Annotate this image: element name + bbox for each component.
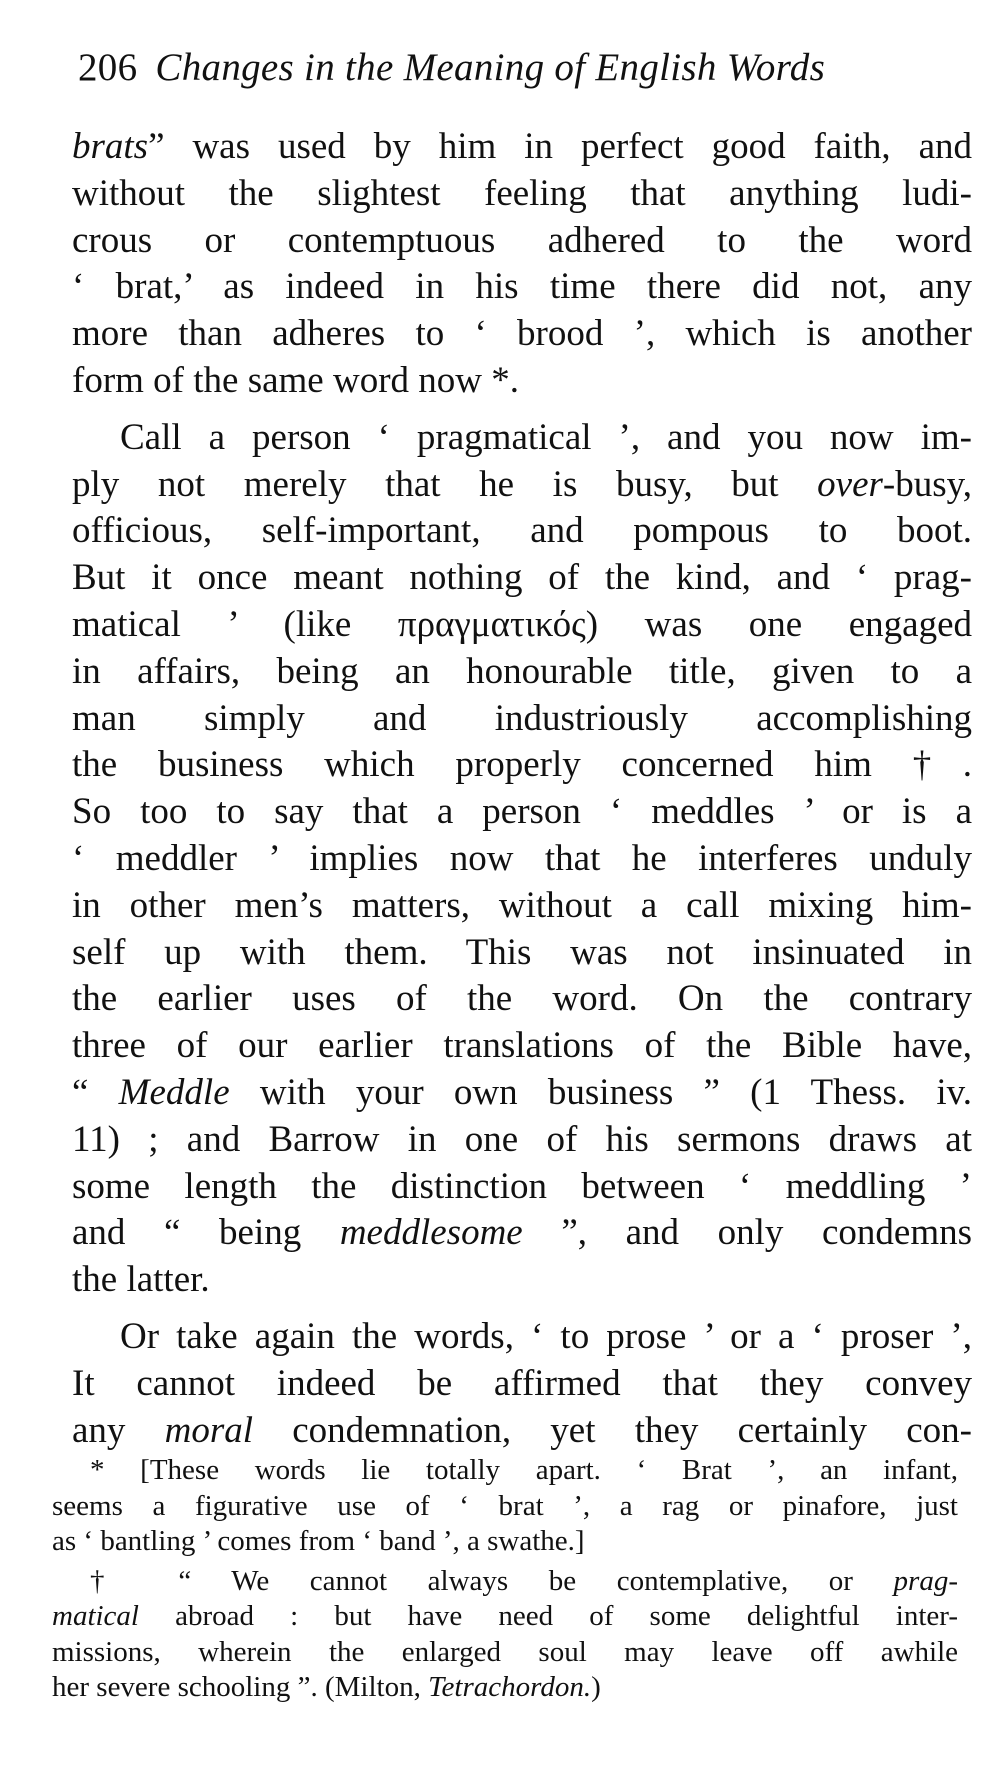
text-span: -busy, (882, 463, 972, 505)
running-title: Changes in the Meaning of English Words (155, 46, 826, 89)
text-line: It cannot indeed be affirmed that they convey (72, 1362, 972, 1404)
text-span: and “ being (72, 1212, 340, 1254)
text-line: So too to say that a person ‘ meddles ’ or is a (72, 791, 972, 833)
running-head (78, 42, 978, 94)
body-text (72, 124, 972, 1454)
text-span: abroad : but have need of some delightful inter- (139, 1600, 958, 1632)
text-line: some length the distinction between ‘ meddling ’ (72, 1165, 972, 1207)
text-line: in affairs, being an honourable title, given to a (72, 650, 972, 692)
text-span: any (72, 1409, 165, 1451)
text-line: the earlier uses of the word. On the contrary (72, 978, 972, 1020)
text-line: the business which properly concerned him †. (72, 744, 972, 786)
italic-word: Meddle (118, 1071, 230, 1113)
text-span: † “ We cannot always be contemplative, or (90, 1564, 894, 1597)
text-span: her severe schooling ”. (Milton, (52, 1671, 429, 1703)
text-span: ” was used by him in perfect good faith, and (148, 126, 972, 167)
text-line: ‘ meddler ’ implies now that he interferes unduly (72, 837, 972, 879)
text-line: the latter. (72, 1259, 210, 1301)
text-line: three of our earlier translations of the Bible have, (72, 1025, 972, 1067)
text-line (72, 1210, 972, 1257)
text-line: officious, self-important, and pompous to boot. (72, 510, 972, 552)
text-span: “ (72, 1071, 119, 1113)
text-line (72, 1070, 972, 1117)
text-span: condemnation, yet they certainly con- (253, 1409, 972, 1451)
text-line: 11) ; and Barrow in one of his sermons draws at (72, 1118, 972, 1160)
text-line: without the slightest feeling that anything ludi- (72, 172, 972, 214)
footnotes (52, 1453, 958, 1706)
italic-word: Tetrachordon. (428, 1671, 592, 1703)
text-line (72, 124, 972, 171)
footnote-line (52, 1599, 958, 1635)
text-line: form of the same word now *. (72, 359, 519, 401)
text-line (72, 462, 972, 509)
italic-word: meddlesome (339, 1212, 523, 1254)
text-line: But it once meant nothing of the kind, and ‘ prag- (72, 557, 972, 599)
footnote-line (52, 1564, 958, 1600)
text-line: Call a person ‘ pragmatical ’, and you now im- (120, 416, 972, 458)
footnote-line: seems a figurative use of ‘ brat ’, a rag or pinafore, just (52, 1489, 958, 1522)
text-span: ply not merely that he is busy, but (72, 463, 818, 505)
footnote-line (52, 1670, 958, 1706)
footnote-line: missions, wherein the enlarged soul may leave off awhile (52, 1635, 958, 1668)
text-line: in other men’s matters, without a call mixing him- (72, 884, 972, 926)
text-line: man simply and industriously accomplishing (72, 697, 972, 739)
page-number: 206 (78, 46, 138, 89)
italic-word: prag- (893, 1564, 958, 1597)
italic-word: matical (52, 1600, 139, 1632)
italic-word: over (817, 463, 883, 505)
text-line: more than adheres to ‘ brood ’, which is another (72, 313, 972, 355)
italic-word: moral (164, 1409, 254, 1451)
footnote-line: * [These words lie totally apart. ‘ Brat ’, an infant, (90, 1454, 958, 1486)
text-span: with your own business ” (1 Thess. iv. (229, 1071, 972, 1113)
text-line: ‘ brat,’ as indeed in his time there did not, any (72, 266, 972, 308)
italic-word: brats (72, 126, 149, 167)
text-line: self up with them. This was not insinuated in (72, 931, 972, 973)
text-span: ) (591, 1671, 601, 1703)
text-span: ”, and only condemns (522, 1212, 972, 1254)
text-line: matical ’ (like πραγματικός) was one engaged (72, 603, 972, 645)
text-line: crous or contemptuous adhered to the word (72, 219, 972, 261)
footnote-line: as ‘ bantling ’ comes from ‘ band ’, a swathe.] (52, 1525, 585, 1557)
text-line: Or take again the words, ‘ to prose ’ or a ‘ proser ’, (120, 1315, 972, 1357)
text-line (72, 1408, 972, 1455)
